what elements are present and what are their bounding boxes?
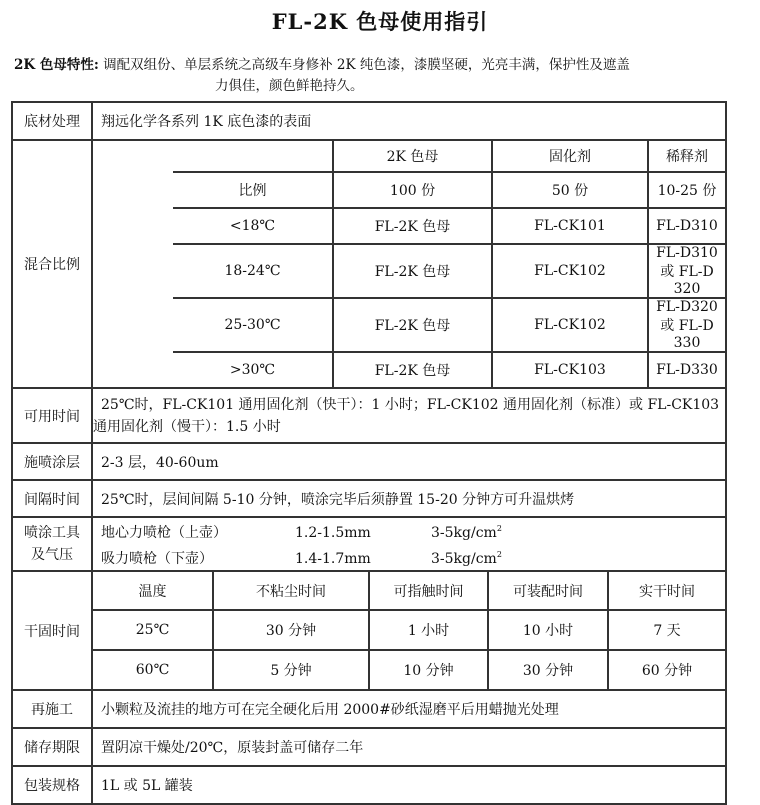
table-cell: FL-2K 色母 bbox=[333, 208, 492, 244]
table-cell: FL-D330 bbox=[648, 352, 725, 387]
table-cell: 比例 bbox=[173, 172, 333, 208]
mixing-label: 混合比例 bbox=[12, 140, 92, 388]
interval-label: 间隔时间 bbox=[12, 480, 92, 517]
table-cell: FL-CK102 bbox=[492, 244, 648, 298]
drying-cell bbox=[92, 571, 726, 690]
table-cell: FL-2K 色母 bbox=[333, 244, 492, 298]
spec-table bbox=[11, 101, 727, 805]
drying-header-cell: 可装配时间 bbox=[488, 572, 608, 610]
potlife-label: 可用时间 bbox=[12, 388, 92, 443]
intro-label: 2K 色母特性: bbox=[14, 57, 99, 73]
potlife-line-2: 通用固化剂（慢干）：1.5 小时 bbox=[93, 418, 281, 435]
table-row bbox=[93, 650, 725, 689]
tools-value bbox=[92, 517, 726, 571]
gun-type: 地心力喷枪（上壶） bbox=[101, 525, 227, 541]
storage-row bbox=[12, 728, 726, 766]
drying-row bbox=[12, 571, 726, 690]
drying-header-cell: 可指触时间 bbox=[369, 572, 488, 610]
mixing-header-cell: 2K 色母 bbox=[333, 141, 492, 172]
table-cell: 7 天 bbox=[608, 610, 725, 650]
table-cell: <18℃ bbox=[173, 208, 333, 244]
mixing-header-cell: 稀释剂 bbox=[648, 141, 725, 172]
drying-header-cell: 不粘尘时间 bbox=[213, 572, 369, 610]
table-row bbox=[173, 208, 725, 244]
drying-header-cell: 实干时间 bbox=[608, 572, 725, 610]
substrate-label: 底材处理 bbox=[12, 102, 92, 140]
mixing-table bbox=[173, 141, 725, 387]
repair-row bbox=[12, 690, 726, 728]
storage-label: 储存期限 bbox=[12, 728, 92, 766]
table-cell: 30 分钟 bbox=[213, 610, 369, 650]
interval-row bbox=[12, 480, 726, 517]
coats-row bbox=[12, 443, 726, 480]
table-cell: FL-CK101 bbox=[492, 208, 648, 244]
coats-value: 2-3 层，40-60um bbox=[92, 443, 726, 480]
substrate-value: 翔远化学各系列 1K 底色漆的表面 bbox=[92, 102, 726, 140]
mixing-row bbox=[12, 140, 726, 388]
table-cell: 25-30℃ bbox=[173, 298, 333, 352]
table-cell: >30℃ bbox=[173, 352, 333, 387]
nozzle-size: 1.2-1.5mm bbox=[295, 525, 371, 541]
drying-table bbox=[93, 572, 725, 689]
table-cell: 100 份 bbox=[333, 172, 492, 208]
table-cell: 10-25 份 bbox=[648, 172, 725, 208]
table-cell: 30 分钟 bbox=[488, 650, 608, 689]
table-cell: 18-24℃ bbox=[173, 244, 333, 298]
mixing-header-row bbox=[173, 141, 725, 172]
table-row bbox=[173, 298, 725, 352]
drying-label: 干固时间 bbox=[12, 571, 92, 690]
table-cell: FL-2K 色母 bbox=[333, 352, 492, 387]
table-cell: 10 小时 bbox=[488, 610, 608, 650]
table-row bbox=[173, 352, 725, 387]
tools-label bbox=[12, 517, 92, 571]
table-row bbox=[173, 244, 725, 298]
table-cell: 5 分钟 bbox=[213, 650, 369, 689]
drying-header-cell: 温度 bbox=[93, 572, 213, 610]
table-cell: FL-CK103 bbox=[492, 352, 648, 387]
potlife-row bbox=[12, 388, 726, 443]
drying-header-row bbox=[93, 572, 725, 610]
table-cell: 10 分钟 bbox=[369, 650, 488, 689]
table-cell: FL-D310 bbox=[648, 208, 725, 244]
intro-line-2: 力俱佳，颜色鲜艳持久。 bbox=[215, 78, 364, 94]
tools-row bbox=[12, 517, 726, 571]
intro-paragraph bbox=[14, 55, 749, 97]
repair-value: 小颗粒及流挂的地方可在完全硬化后用 2000#砂纸湿磨平后用蜡抛光处理 bbox=[92, 690, 726, 728]
packing-label: 包装规格 bbox=[12, 766, 92, 804]
table-cell: FL-CK102 bbox=[492, 298, 648, 352]
tools-line bbox=[101, 544, 725, 570]
packing-row bbox=[12, 766, 726, 804]
unit-superscript: 2 bbox=[496, 524, 502, 534]
air-pressure: 3-5kg/cm bbox=[431, 525, 497, 541]
nozzle-size: 1.4-1.7mm bbox=[295, 550, 371, 567]
potlife-line-1: 25℃时，FL-CK101 通用固化剂（快干）：1 小时；FL-CK102 通用固化剂（标准）或 FL-CK103 bbox=[101, 396, 720, 413]
potlife-value bbox=[92, 388, 726, 443]
mixing-cell bbox=[92, 140, 726, 388]
mixing-header-cell bbox=[173, 141, 333, 172]
table-cell: 60℃ bbox=[93, 650, 213, 689]
air-pressure: 3-5kg/cm bbox=[431, 550, 497, 567]
table-row bbox=[93, 610, 725, 650]
unit-superscript: 2 bbox=[496, 550, 502, 559]
coats-label: 施喷涂层 bbox=[12, 443, 92, 480]
gun-type: 吸力喷枪（下壶） bbox=[101, 550, 213, 567]
tools-line bbox=[101, 518, 725, 544]
intro-line-1: 调配双组份、单层系统之高级车身修补 2K 纯色漆，漆膜坚硬，光亮丰满，保护性及遮盖 bbox=[103, 57, 630, 73]
table-cell: FL-D320 或 FL-D 330 bbox=[648, 298, 725, 352]
repair-label: 再施工 bbox=[12, 690, 92, 728]
storage-value: 置阴凉干燥处/20℃，原装封盖可储存二年 bbox=[92, 728, 726, 766]
table-cell: FL-2K 色母 bbox=[333, 298, 492, 352]
substrate-row bbox=[12, 102, 726, 140]
mixing-header-cell: 固化剂 bbox=[492, 141, 648, 172]
tools-label-line-1: 喷涂工具 bbox=[24, 525, 80, 541]
interval-value: 25℃时，层间间隔 5-10 分钟，喷涂完毕后须静置 15-20 分钟方可升温烘烤 bbox=[92, 480, 726, 517]
table-cell: FL-D310 或 FL-D 320 bbox=[648, 244, 725, 298]
table-row bbox=[173, 172, 725, 208]
table-cell: 50 份 bbox=[492, 172, 648, 208]
packing-value: 1L 或 5L 罐装 bbox=[92, 766, 726, 804]
table-cell: 60 分钟 bbox=[608, 650, 725, 689]
table-cell: 25℃ bbox=[93, 610, 213, 650]
table-cell: 1 小时 bbox=[369, 610, 488, 650]
page-title: FL-2K 色母使用指引 bbox=[271, 9, 489, 34]
tools-label-line-2: 及气压 bbox=[31, 547, 73, 563]
